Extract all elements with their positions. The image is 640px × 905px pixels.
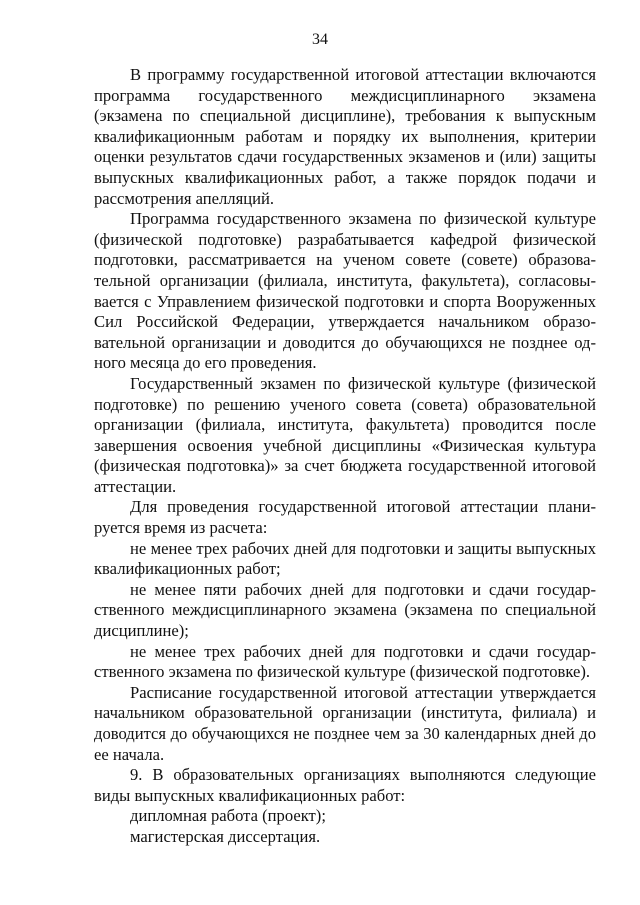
- paragraph-section-9: 9. В образовательных организациях выполняются следующие виды выпускных квалификационных работ:: [94, 765, 596, 805]
- page-number: 34: [312, 31, 328, 48]
- paragraph-attestation-program: В программу государственной итоговой аттестации включаются программа государственного междисциплинарного экзамена (экзамена по специальной дисциплине), требования к выпускным квалификационным работам и порядку их выполнения, критерии оценки результатов сдачи государственных экзаменов и (или) защиты выпускных квалификационных работ, а также порядок подачи и рассмотрения апелляций.: [94, 65, 596, 208]
- paragraph-schedule: Расписание государственной итоговой аттестации утверждается начальником образовательной организации (института, филиала) и доводится до обучающихся не позднее чем за 30 календарных дней до ее начала.: [94, 682, 596, 764]
- paragraph-physical-exam-program: Программа государственного экзамена по физической культуре (физической подготовке) разрабатывается кафедрой физической подготовки, рассматривается на ученом совете (совете) образовательной организации (филиала, института, факультета), согласовывается с Управлением физической подготовки и спорта Вооруженных Сил Российской Федерации, утверждается начальником образовательной организации и доводится до обучающихся не позднее одного месяца до его проведения.: [94, 209, 596, 373]
- list-item-thesis-defense-time: не менее трех рабочих дней для подготовки и защиты выпускных квалификационных работ;: [94, 538, 596, 579]
- list-item-master-thesis: магистерская диссертация.: [130, 826, 321, 846]
- list-item-diploma-work: дипломная работа (проект);: [130, 806, 326, 826]
- list-item-interdisciplinary-exam-time: не менее пяти рабочих дней для подготовки и сдачи государственного междисциплинарного экзамена (экзамена по специальной дисциплине);: [94, 579, 596, 641]
- paragraph-time-planning: Для проведения государственной итоговой аттестации планируется время из расчета:: [94, 497, 596, 538]
- paragraph-physical-exam-conduct: Государственный экзамен по физической культуре (физической подготовке) по решению ученого совета (совета) образовательной организации (филиала, института, факультета) проводится после завершения освоения учебной дисциплины «Физическая культура (физическая подготовка)» за счет бюджета государственной итоговой аттестации.: [94, 373, 596, 496]
- list-item-physical-exam-time: не менее трех рабочих дней для подготовки и сдачи государственного экзамена по физической культуре (физической подготовке).: [94, 641, 596, 682]
- document-body: [94, 65, 596, 848]
